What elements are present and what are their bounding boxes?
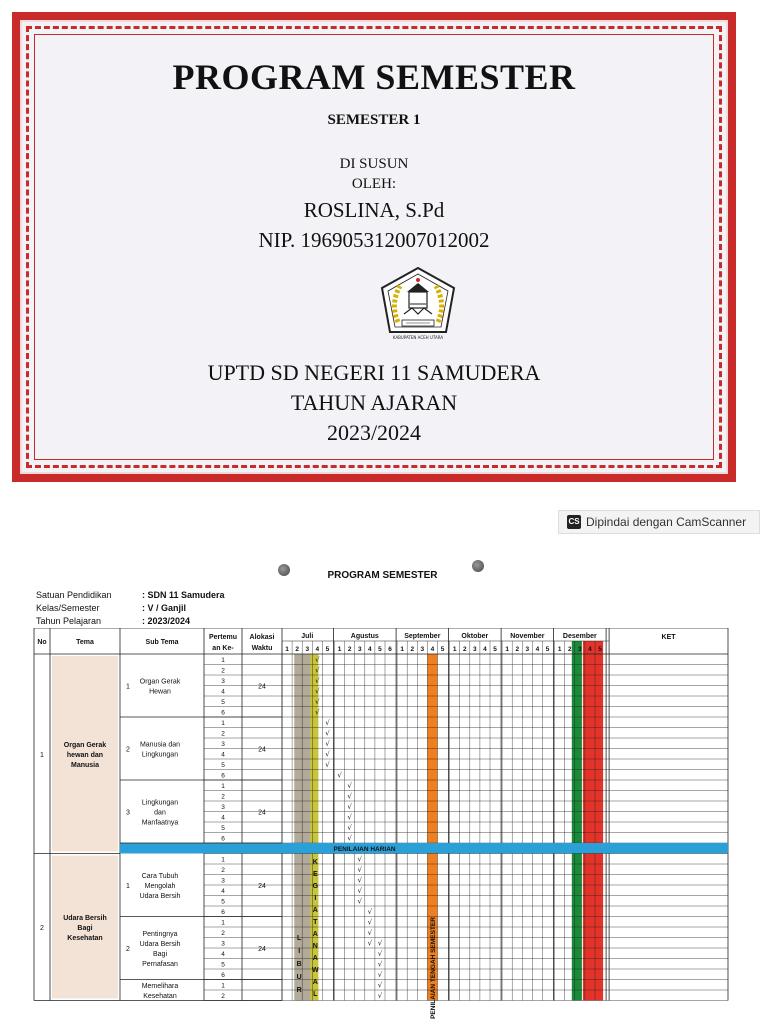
checkmark: √ [325, 740, 330, 748]
checkmark: √ [325, 719, 330, 727]
subtheme-number: 1 [126, 683, 130, 691]
checkmark: √ [315, 677, 320, 685]
subtheme-number: 2 [126, 946, 130, 953]
subtheme-name: Kesehatan [143, 993, 177, 1000]
cover-semester: SEMESTER 1 [327, 112, 421, 128]
schedule-table [30, 628, 735, 1024]
subtheme-name: Mengolah [144, 883, 176, 890]
theme-name: Organ Gerak [63, 741, 107, 749]
kegiatan-awal-label: I [314, 895, 317, 902]
checkmark: √ [325, 729, 330, 738]
pertemuan-number: 2 [221, 930, 225, 937]
theme-name: Bagi [77, 925, 93, 932]
week-header: 5 [378, 646, 382, 653]
checkmark: √ [315, 698, 320, 706]
penilaian-harian-label: PENILAIAN HARIAN [333, 846, 396, 853]
week-header: 3 [420, 646, 425, 653]
week-header: 4 [430, 646, 435, 653]
alokasi-waktu: 24 [258, 683, 266, 691]
week-header: 1 [452, 646, 457, 653]
alokasi-waktu: 24 [258, 883, 266, 890]
pertemuan-number: 1 [221, 657, 225, 664]
checkmark: √ [325, 761, 330, 769]
pertemuan-number: 3 [221, 678, 225, 685]
week-header: 1 [285, 646, 289, 653]
pertemuan-number: 5 [221, 762, 225, 769]
subtheme-name: Udara Bersih [139, 941, 181, 948]
week-header: 2 [515, 646, 520, 653]
penilaian-harian-row [120, 843, 728, 854]
kegiatan-awal-label: A [312, 907, 318, 914]
month-header-agustus: Agustus [350, 633, 379, 640]
checkmark: √ [357, 897, 362, 906]
theme-name: hewan dan [66, 751, 104, 759]
program-semester-sheet [30, 548, 735, 1024]
holiday-green-band [572, 641, 582, 1001]
pertemuan-number: 1 [221, 982, 225, 990]
month-header-oktober: Oktober [461, 633, 489, 640]
camscanner-watermark [558, 510, 760, 534]
header-alokasi: Waktu [251, 645, 273, 652]
cover-oleh: OLEH: [351, 176, 397, 192]
subtheme-name: dan [154, 809, 166, 817]
cover-disusun: DI SUSUN [339, 156, 409, 172]
subtheme-number: 3 [126, 809, 130, 817]
pertemuan-number: 1 [221, 919, 225, 927]
week-header: 3 [473, 646, 477, 653]
subtheme-name: Pernafasan [142, 961, 178, 968]
info-tahun-value: : 2023/2024 [142, 616, 191, 626]
week-header: 2 [347, 646, 352, 653]
kegiatan-awal-label: E [312, 871, 318, 878]
academic-year: 2023/2024 [326, 420, 422, 445]
pertemuan-number: 4 [221, 951, 225, 958]
checkmark: √ [347, 803, 352, 811]
week-header: 1 [337, 646, 342, 653]
author-nip: NIP. 196905312007012002 [258, 228, 490, 252]
checkmark: √ [377, 950, 383, 958]
header-pertemuan: an Ke- [212, 645, 234, 652]
month-header-desember: Desember [562, 633, 597, 640]
subtheme-name: Lingkungan [141, 751, 179, 759]
subtheme-number: 2 [126, 746, 130, 754]
pertemuan-number: 6 [221, 909, 225, 916]
pertemuan-number: 2 [221, 730, 225, 738]
header-no: No [37, 639, 47, 646]
sheet-title: PROGRAM SEMESTER [327, 570, 438, 581]
week-header: 2 [567, 646, 572, 653]
info-satuan-value: : SDN 11 Samudera [142, 590, 225, 600]
checkmark: √ [347, 792, 352, 801]
pertemuan-number: 4 [221, 814, 225, 822]
pertemuan-number: 2 [221, 793, 225, 801]
subtheme-name: Udara Bersih [139, 893, 181, 900]
camscanner-icon: CS [567, 515, 581, 529]
pertemuan-number: 3 [221, 741, 225, 748]
libur-label: B [296, 961, 302, 968]
week-header: 2 [410, 646, 415, 653]
header-subtema: Sub Tema [145, 639, 179, 646]
info-kelas-value: : V / Ganjil [142, 603, 187, 613]
week-header: 3 [357, 646, 362, 653]
checkmark: √ [357, 855, 362, 864]
pertemuan-number: 3 [221, 877, 225, 885]
week-header: 4 [368, 646, 372, 653]
pertemuan-number: 4 [221, 888, 225, 895]
pts-label: PENILAIAN TENGAH SEMESTER [429, 917, 437, 1019]
checkmark: √ [347, 824, 352, 832]
logo-text: KABUPATEN ACEH UTARA [392, 335, 444, 340]
week-header: 5 [545, 646, 550, 653]
week-header: 4 [588, 646, 592, 653]
checkmark: √ [315, 708, 320, 717]
regency-logo-icon [376, 264, 460, 344]
pertemuan-number: 2 [221, 993, 225, 1000]
week-header: 1 [400, 646, 404, 653]
kegiatan-awal-label: A [312, 931, 318, 938]
week-header: 3 [525, 646, 530, 653]
checkmark: √ [377, 992, 383, 1000]
theme-name: Manusia [70, 761, 100, 769]
kegiatan-awal-label: T [313, 919, 318, 926]
kegiatan-awal-label: W [311, 967, 319, 974]
subtheme-name: Cara Tubuh [141, 873, 179, 880]
pertemuan-number: 5 [221, 898, 225, 906]
week-header: 5 [440, 646, 445, 653]
pertemuan-number: 6 [221, 772, 225, 780]
cover-page [12, 12, 736, 482]
alokasi-waktu: 24 [258, 746, 266, 754]
week-header: 5 [325, 646, 330, 653]
camscanner-label: Dipindai dengan CamScanner [586, 515, 747, 529]
week-header: 4 [483, 646, 487, 653]
checkmark: √ [367, 908, 373, 916]
subtheme-name: Lingkungan [141, 799, 179, 807]
week-header: 5 [598, 646, 602, 653]
week-header: 2 [295, 646, 299, 653]
pertemuan-number: 6 [221, 972, 225, 979]
pertemuan-number: 3 [221, 940, 225, 948]
checkmark: √ [315, 687, 320, 696]
author-name: ROSLINA, S.Pd [303, 198, 445, 222]
libur-band [294, 654, 312, 1001]
subtheme-name: Pentingnya [142, 931, 178, 938]
pertemuan-number: 1 [221, 856, 225, 864]
checkmark: √ [367, 918, 373, 927]
info-tahun-label: Tahun Pelajaran [36, 616, 102, 626]
pertemuan-number: 4 [221, 751, 225, 759]
alokasi-waktu: 24 [258, 946, 266, 953]
kegiatan-awal-label: A [312, 955, 318, 962]
week-header: 1 [505, 646, 509, 653]
pertemuan-number: 1 [221, 720, 225, 727]
subtheme-number: 1 [126, 883, 130, 890]
theme-name: Udara Bersih [63, 915, 107, 922]
cover-title: PROGRAM SEMESTER [172, 57, 576, 97]
kegiatan-awal-label: N [312, 943, 318, 950]
theme-number: 1 [40, 751, 44, 759]
checkmark: √ [337, 771, 342, 780]
header-pertemuan: Pertemu [208, 634, 238, 641]
subtheme-name: Organ Gerak [139, 678, 181, 686]
week-header: 1 [557, 646, 562, 653]
month-header-juli: Juli [301, 633, 314, 640]
subtheme-name: Bagi [152, 951, 168, 958]
subtheme-name: Manfaatnya [141, 819, 179, 827]
checkmark: √ [347, 782, 352, 790]
pertemuan-number: 3 [221, 804, 225, 811]
libur-label: U [296, 974, 302, 981]
header-alokasi: Alokasi [249, 634, 275, 641]
subtheme-name: Manusia dan [139, 741, 181, 749]
month-header-november: November [510, 633, 545, 640]
libur-label: I [298, 948, 301, 955]
checkmark: √ [357, 876, 362, 885]
header-tema: Tema [76, 639, 94, 646]
subtheme-name: Hewan [149, 688, 171, 696]
checkmark: √ [347, 813, 352, 822]
libur-label: L [297, 935, 302, 942]
theme-name: Kesehatan [67, 935, 103, 942]
kegiatan-awal-label: G [312, 883, 319, 890]
week-header: 5 [493, 646, 497, 653]
pertemuan-number: 5 [221, 825, 225, 832]
tahun-ajaran-label: TAHUN AJARAN [290, 390, 458, 415]
checkmark: √ [377, 971, 383, 979]
info-kelas-label: Kelas/Semester [36, 603, 100, 613]
week-header: 6 [388, 646, 392, 653]
info-satuan-label: Satuan Pendidikan [36, 590, 112, 600]
checkmark: √ [367, 929, 373, 937]
kegiatan-awal-label: A [312, 979, 318, 986]
holiday-red-band [583, 641, 603, 1001]
subtheme-name: Memelihara [141, 983, 179, 990]
theme-number: 2 [40, 925, 44, 932]
pertemuan-number: 1 [221, 783, 225, 790]
week-header: 3 [578, 646, 582, 653]
checkmark: √ [377, 960, 383, 969]
pertemuan-number: 4 [221, 688, 225, 696]
checkmark: √ [377, 981, 383, 990]
checkmark: √ [377, 939, 383, 948]
week-header: 3 [305, 646, 310, 653]
kegiatan-awal-label: K [312, 859, 318, 866]
checkmark: √ [367, 939, 373, 948]
pertemuan-number: 6 [221, 835, 225, 843]
pertemuan-number: 6 [221, 709, 225, 717]
checkmark: √ [315, 656, 320, 664]
pertemuan-number: 2 [221, 867, 225, 874]
checkmark: √ [347, 834, 352, 843]
week-header: 2 [462, 646, 467, 653]
school-name: UPTD SD NEGERI 11 SAMUDERA [207, 360, 541, 385]
alokasi-waktu: 24 [258, 809, 266, 817]
header-ket: KET [661, 634, 676, 641]
pertemuan-number: 5 [221, 961, 225, 969]
checkmark: √ [325, 750, 330, 759]
week-header: 4 [535, 646, 540, 653]
checkmark: √ [357, 866, 362, 874]
checkmark: √ [315, 666, 320, 675]
month-header-september: September [404, 633, 441, 640]
week-header: 4 [315, 646, 320, 653]
pertemuan-number: 2 [221, 667, 225, 675]
libur-label: R [296, 987, 302, 994]
checkmark: √ [357, 887, 362, 895]
pertemuan-number: 5 [221, 699, 225, 706]
kegiatan-awal-label: L [313, 991, 318, 998]
